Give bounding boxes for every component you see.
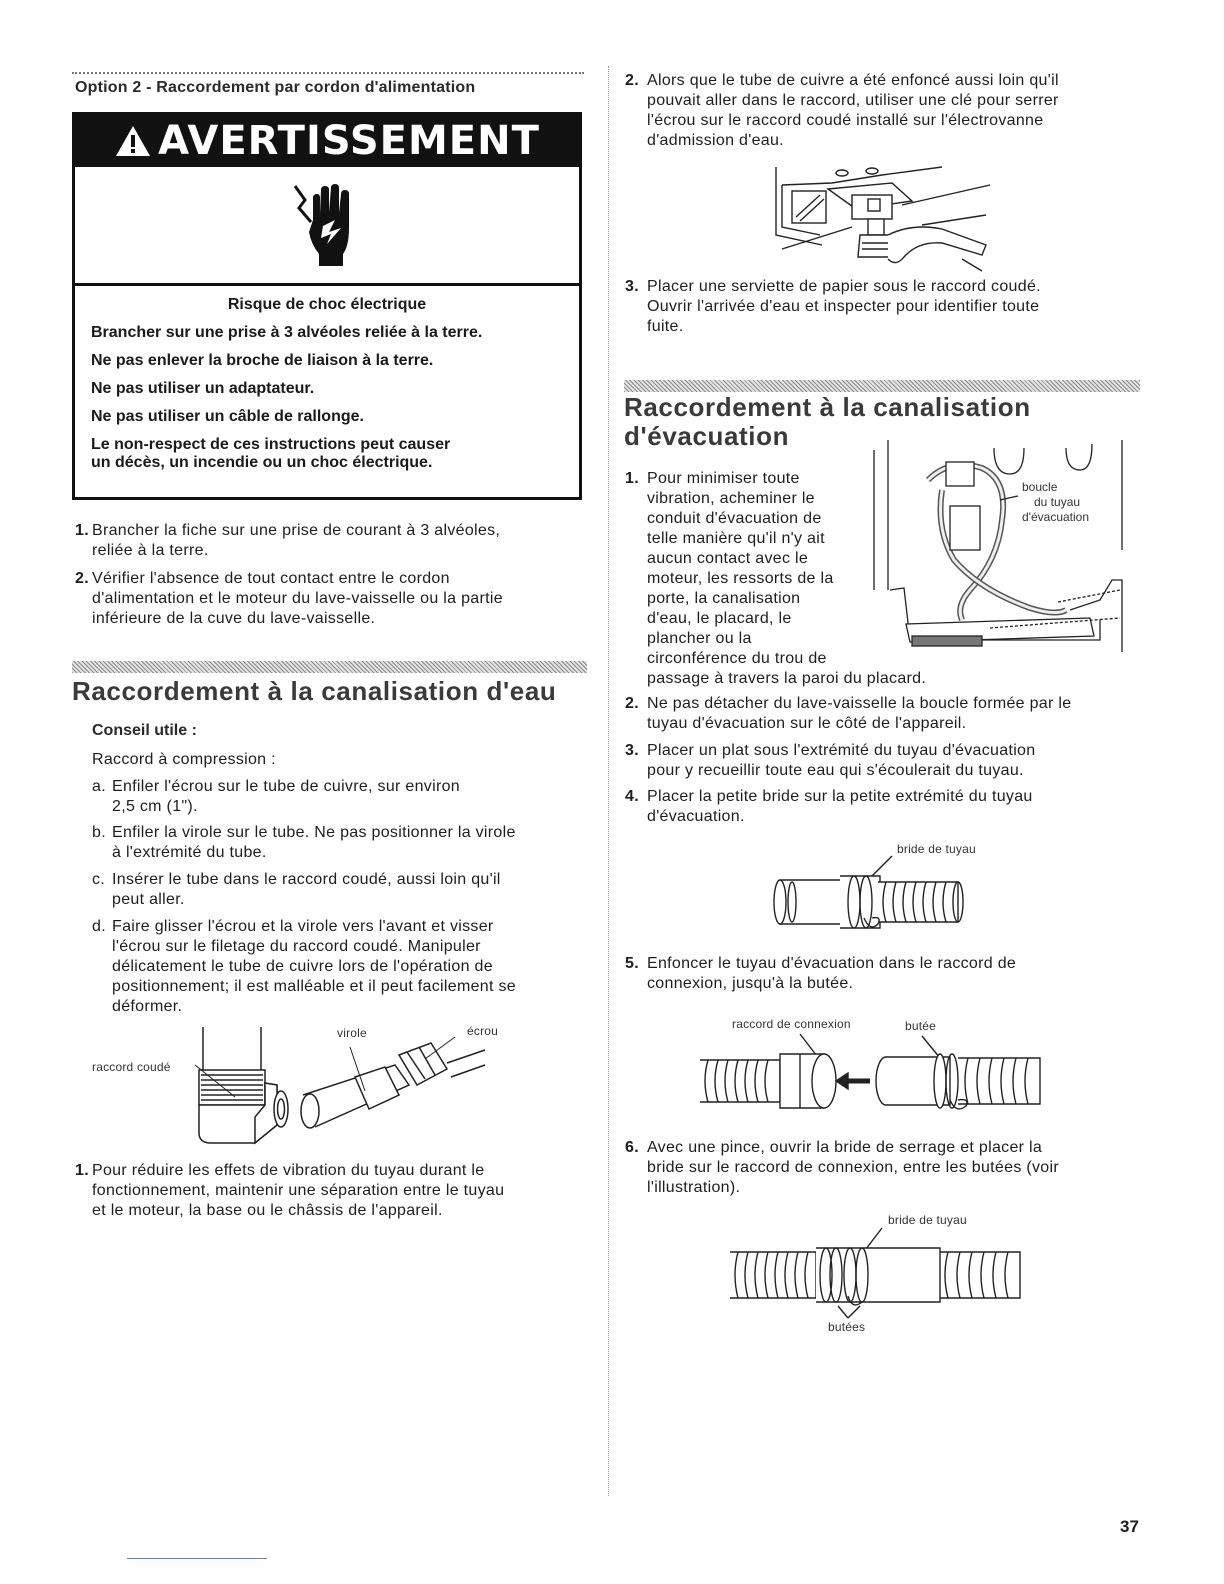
drain-loop-illustration [870, 440, 1132, 672]
sub-step-text: positionnement; il est malléable et il peut facilement se [112, 978, 516, 995]
step-text: passage à travers la paroi du placard. [647, 670, 927, 687]
drain-step-2 [625, 694, 1145, 734]
sub-step-text: déformer. [112, 998, 183, 1015]
sub-step-text: peut aller. [112, 891, 185, 908]
drain-step-4 [625, 787, 1145, 827]
label-elbow: raccord coudé [92, 1060, 171, 1074]
step-text: d'admission d'eau. [647, 132, 784, 149]
drain-section-title-line2: d'évacuation [624, 421, 790, 451]
step-text: Enfoncer le tuyau d'évacuation dans le raccord de [647, 955, 1017, 972]
shock-icon-area [75, 167, 579, 286]
sub-step-text: l'écrou sur le filetage du raccord coudé. Manipuler [112, 938, 481, 955]
step-text: aucun contact avec le [647, 550, 809, 567]
warning-line: Ne pas utiliser un câble de rallonge. [91, 408, 364, 425]
label-ferrule: virole [337, 1026, 367, 1040]
option-heading: Option 2 - Raccordement par cordon d'alimentation [75, 79, 476, 96]
step-number: 3. [625, 278, 639, 295]
step-text: telle manière qu'il n'y ait [647, 530, 825, 547]
step-number: 3. [625, 742, 639, 759]
step-text: pouvait aller dans le raccord, utiliser une clé pour serrer [647, 92, 1059, 109]
footer-rule [127, 1558, 267, 1559]
step-text: Placer une serviette de papier sous le raccord coudé. [647, 278, 1041, 295]
clamp-label-2: bride de tuyau [888, 1213, 967, 1227]
step-text: l'écrou sur le raccord coudé installé sur l'électrovanne [647, 112, 1044, 129]
step-text: pour y recueillir toute eau qui s'écoulerait du tuyau. [647, 762, 1024, 779]
drain-step-6 [625, 1138, 1145, 1198]
drain-step-3 [625, 741, 1145, 781]
wrench-valve-illustration [772, 165, 992, 277]
clamp-label-1: bride de tuyau [897, 842, 976, 856]
connector-illustration [700, 1030, 1050, 1114]
warning-line: Ne pas enlever la broche de liaison à la terre. [91, 352, 434, 369]
loop-label-line: boucle [1022, 480, 1058, 494]
sub-step-b [92, 823, 592, 863]
section-bar [72, 661, 587, 673]
water-step-1 [75, 1161, 595, 1221]
step-number: 6. [625, 1139, 639, 1156]
water-section-title: Raccordement à la canalisation d'eau [72, 676, 557, 706]
step-number: 1. [75, 522, 89, 539]
sub-step-letter: b. [92, 824, 106, 841]
step-text: Avec une pince, ouvrir la bride de serrage et placer la [647, 1139, 1043, 1156]
column-divider [608, 66, 609, 1496]
sub-step-c [92, 870, 592, 910]
step-number: 5. [625, 955, 639, 972]
step-text: Alors que le tube de cuivre a été enfoncé aussi loin qu'il [647, 72, 1059, 89]
step-text: Ne pas détacher du lave-vaisselle la boucle formée par le [647, 695, 1072, 712]
page-number: 37 [1120, 1517, 1139, 1536]
warning-box [72, 112, 582, 500]
step-text: Brancher la fiche sur une prise de courant à 3 alvéoles, [92, 522, 501, 539]
step-text: reliée à la terre. [92, 542, 209, 559]
step-text: Vérifier l'absence de tout contact entre le cordon [92, 570, 450, 587]
sub-step-text: Faire glisser l'écrou et la virole vers l'avant et visser [112, 918, 494, 935]
warning-line: un décès, un incendie ou un choc électrique. [91, 454, 433, 471]
sub-step-letter: a. [92, 778, 106, 795]
step-text: Ouvrir l'arrivée d'eau et inspecter pour identifier toute [647, 298, 1040, 315]
step-number: 4. [625, 788, 639, 805]
step-text: l'illustration). [647, 1179, 741, 1196]
warning-header [75, 115, 579, 167]
step-text: Placer la petite bride sur la petite extrémité du tuyau [647, 788, 1033, 805]
step-number: 1. [625, 470, 639, 487]
water-step-3 [625, 277, 1145, 337]
drain-step-5 [625, 954, 1145, 994]
step-text: fuite. [647, 318, 684, 335]
sub-step-d [92, 917, 592, 1017]
sub-step-text: Enfiler l'écrou sur le tube de cuivre, sur environ [112, 778, 460, 795]
step-text: conduit d'évacuation de [647, 510, 822, 527]
warning-title: AVERTISSEMENT [158, 118, 540, 164]
cord-step-2 [75, 569, 595, 629]
step-text: d'eau, le placard, le [647, 610, 792, 627]
step-number: 2. [625, 695, 639, 712]
step-number: 2. [625, 72, 639, 89]
water-step-2 [625, 71, 1145, 151]
warning-line: Brancher sur une prise à 3 alvéoles reliée à la terre. [91, 324, 483, 341]
step-text: Pour minimiser toute [647, 470, 800, 487]
loop-label-line: du tuyau [1034, 495, 1081, 509]
drain-section-title-line1: Raccordement à la canalisation [624, 392, 1031, 422]
step-text: porte, la canalisation [647, 590, 801, 607]
warning-line: Ne pas utiliser un adaptateur. [91, 380, 315, 397]
step-text: tuyau d'évacuation sur le côté de l'appareil. [647, 715, 967, 732]
electric-shock-hand-icon [289, 180, 365, 270]
step-text: moteur, les ressorts de la [647, 570, 834, 587]
sub-step-text: Enfiler la virole sur le tube. Ne pas positionner la virole [112, 824, 516, 841]
step-text: Placer un plat sous l'extrémité du tuyau d'évacuation [647, 742, 1036, 759]
stop-label: butée [905, 1019, 937, 1033]
option-heading-rule [72, 72, 584, 74]
small-clamp-illustration [770, 852, 966, 932]
step-text: Pour réduire les effets de vibration du tuyau durant le [92, 1162, 485, 1179]
step-text: bride sur le raccord de connexion, entre les butées (voir [647, 1159, 1059, 1176]
tip-subtitle: Raccord à compression : [92, 751, 276, 768]
clamp-between-stops-illustration [730, 1226, 1030, 1326]
warning-line: Le non-respect de ces instructions peut causer [91, 436, 451, 453]
loop-label-line: d'évacuation [1022, 510, 1090, 524]
step-text: inférieure de la cuve du lave-vaisselle. [92, 610, 376, 627]
drain-loop-label [1022, 480, 1089, 525]
step-text: vibration, acheminer le [647, 490, 815, 507]
step-number: 1. [75, 1162, 89, 1179]
sub-step-text: Insérer le tube dans le raccord coudé, aussi loin qu'il [112, 871, 501, 888]
step-text: d'alimentation et le moteur du lave-vaisselle ou la partie [92, 590, 503, 607]
compression-fitting-illustration [185, 1025, 505, 1150]
tip-label: Conseil utile : [92, 722, 197, 739]
sub-step-letter: d. [92, 918, 106, 935]
stops-label: butées [828, 1320, 866, 1334]
sub-step-letter: c. [92, 871, 106, 888]
step-text: d'évacuation. [647, 808, 745, 825]
sub-step-text: délicatement le tube de cuivre lors de l'opération de [112, 958, 493, 975]
step-text: circonférence du trou de [647, 650, 827, 667]
label-nut: écrou [467, 1024, 499, 1038]
connector-label: raccord de connexion [732, 1017, 851, 1031]
sub-step-a [92, 777, 592, 817]
warning-triangle-icon [114, 124, 152, 158]
sub-step-text: 2,5 cm (1"). [112, 798, 198, 815]
step-text: fonctionnement, maintenir une séparation entre le tuyau [92, 1182, 505, 1199]
cord-step-1 [75, 521, 595, 561]
step-text: et le moteur, la base ou le châssis de l'appareil. [92, 1202, 443, 1219]
sub-step-text: à l'extrémité du tube. [112, 844, 267, 861]
warning-body [75, 286, 579, 472]
step-number: 2. [75, 570, 89, 587]
step-text: connexion, jusqu'à la butée. [647, 975, 854, 992]
step-text: plancher ou la [647, 630, 752, 647]
section-bar [624, 380, 1140, 392]
risk-title: Risque de choc électrique [227, 296, 427, 313]
